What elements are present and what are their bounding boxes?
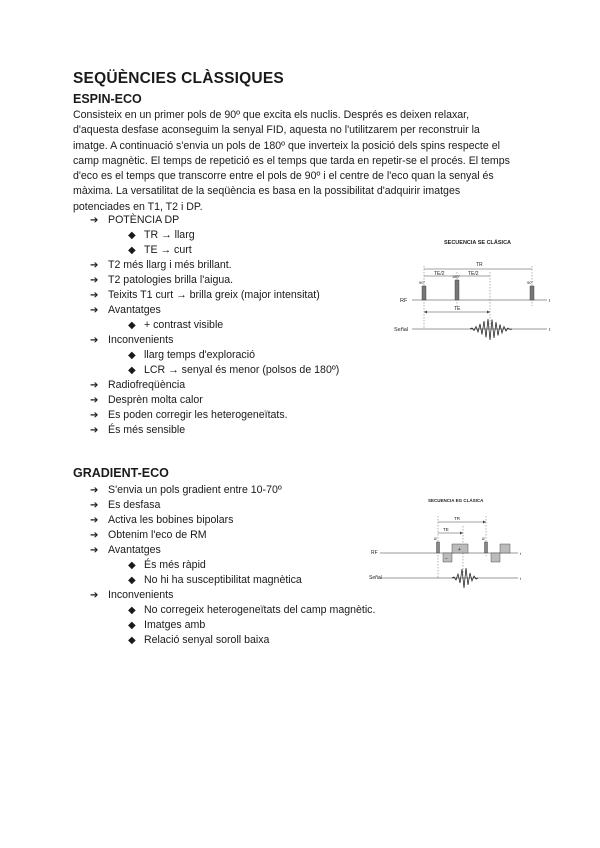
ge-tr-label: TR — [454, 516, 460, 521]
diamond-bullet-icon: ◆ — [128, 620, 136, 631]
arrow-bullet-icon: ➔ — [90, 410, 99, 421]
gradient_echo-item — [90, 633, 375, 648]
spin_echo-item — [90, 213, 339, 228]
diamond-bullet-icon: ◆ — [128, 635, 136, 646]
spin_echo-item — [90, 363, 339, 378]
arrow-bullet-icon: ➔ — [90, 290, 99, 301]
diamond-bullet-icon: ◆ — [128, 575, 136, 586]
ge-signal-label: Señal — [369, 575, 382, 581]
gradient-echo-diagram — [368, 496, 530, 596]
arrow-bullet-icon: ➔ — [90, 485, 99, 496]
arrow-bullet-icon: ➔ — [90, 530, 99, 541]
gradient_echo-item-text: Activa les bobines bipolars — [108, 514, 234, 526]
gradient_echo-item-text: No hi ha susceptibilitat magnètica — [144, 574, 302, 586]
spin_echo-item-text: Radiofreqüència — [108, 379, 186, 391]
se-echo-waveform — [470, 319, 512, 340]
spin_echo-item-text: Teixits T1 curt → brilla greix (major intensitat) — [108, 289, 320, 301]
gradient_echo-item-text: Relació senyal soroll baixa — [144, 634, 270, 646]
gradient_echo-item — [90, 558, 375, 573]
gradient_echo-item-text: Imatges amb — [144, 619, 206, 631]
ge-alpha-b-label: α — [482, 536, 485, 541]
se-signal-t-label: t — [549, 327, 551, 332]
arrow-bullet-icon: ➔ — [90, 545, 99, 556]
se-rf-label: RF — [400, 298, 408, 304]
arrow-bullet-icon: ➔ — [90, 335, 99, 346]
se-te2a-label: TE/2 — [434, 271, 445, 277]
spin_echo-item-text: TE → curt — [144, 244, 192, 256]
gradient_echo-item-text: Obtenim l'eco de RM — [108, 529, 207, 541]
ge-diagram-title: SECUENCIA EG CLÁSICA — [428, 498, 484, 503]
diamond-bullet-icon: ◆ — [128, 560, 136, 571]
spin_echo-item — [90, 303, 339, 318]
se-p180-label: 180° — [452, 274, 461, 279]
gradient_echo-item-text: Avantatges — [108, 544, 161, 556]
arrow-bullet-icon: ➔ — [90, 215, 99, 226]
spin_echo-item — [90, 258, 339, 273]
arrow-bullet-icon: ➔ — [90, 590, 99, 601]
spin-echo-list — [90, 213, 339, 438]
spin_echo-item — [90, 423, 339, 438]
spin_echo-item — [90, 228, 339, 243]
gradient_echo-item-text: Inconvenients — [108, 589, 174, 601]
arrow-bullet-icon: ➔ — [90, 425, 99, 436]
diamond-bullet-icon: ◆ — [128, 605, 136, 616]
spin_echo-item — [90, 333, 339, 348]
ge-signal-t-label: t — [520, 576, 522, 581]
gradient_echo-item-text: És més ràpid — [144, 559, 206, 571]
gradient_echo-item — [90, 588, 375, 603]
gradient_echo-item — [90, 528, 375, 543]
gradient_echo-item — [90, 543, 375, 558]
spin_echo-item-text: Avantatges — [108, 304, 161, 316]
diamond-bullet-icon: ◆ — [128, 365, 136, 376]
arrow-bullet-icon: ➔ — [90, 380, 99, 391]
page-title: SEQÜÈNCIES CLÀSSIQUES — [73, 70, 284, 87]
spin_echo-item — [90, 348, 339, 363]
spin_echo-item — [90, 273, 339, 288]
arrow-bullet-icon: ➔ — [90, 395, 99, 406]
spin_echo-item — [90, 393, 339, 408]
spin_echo-item-text: Desprèn molta calor — [108, 394, 203, 406]
spin_echo-item-text: Es poden corregir les heterogeneïtats. — [108, 409, 288, 421]
ge-rf-t-label: t — [520, 551, 522, 556]
spin_echo-item-text: T2 més llarg i més brillant. — [108, 259, 232, 271]
ge-minus-label: − — [445, 556, 448, 562]
spin-echo-diagram — [392, 236, 562, 348]
gradient-echo-heading: GRADIENT-ECO — [73, 466, 169, 480]
ge-alpha-a-label: α — [434, 536, 437, 541]
gradient_echo-item-text: No corregeix heterogeneïtats del camp magnètic. — [144, 604, 376, 616]
se-p90b-label: 90° — [527, 280, 534, 285]
ge-te-label: TE — [443, 527, 449, 532]
diamond-bullet-icon: ◆ — [128, 320, 136, 331]
spin_echo-item-text: TR → llarg — [144, 229, 195, 241]
gradient_echo-item — [90, 603, 375, 618]
spin_echo-item — [90, 243, 339, 258]
gradient_echo-item — [90, 513, 375, 528]
spin_echo-item — [90, 288, 339, 303]
se-te-label: TE — [454, 306, 461, 312]
se-tr-label: TR — [476, 262, 483, 268]
gradient_echo-item — [90, 483, 375, 498]
se-signal-label: Señal — [394, 327, 409, 333]
gradient_echo-item-text: Es desfasa — [108, 499, 161, 511]
gradient_echo-item — [90, 498, 375, 513]
gradient-echo-list — [90, 483, 375, 648]
spin_echo-item-text: LCR → senyal és menor (polsos de 180º) — [144, 364, 340, 376]
spin_echo-item — [90, 318, 339, 333]
ge-plus-label: + — [458, 547, 461, 553]
se-p90a-label: 90° — [419, 280, 426, 285]
spin_echo-item-text: + contrast visible — [144, 319, 224, 331]
spin_echo-item-text: POTÈNCIA DP — [108, 214, 180, 226]
arrow-bullet-icon: ➔ — [90, 500, 99, 511]
se-diagram-title: SECUENCIA SE CLÁSICA — [444, 240, 512, 246]
spin_echo-item — [90, 378, 339, 393]
diamond-bullet-icon: ◆ — [128, 230, 136, 241]
spin_echo-item-text: llarg temps d'exploració — [144, 349, 255, 361]
se-rf-t-label: t — [549, 298, 551, 303]
arrow-bullet-icon: ➔ — [90, 275, 99, 286]
se-te2b-label: TE/2 — [468, 271, 479, 277]
spin_echo-item — [90, 408, 339, 423]
spin_echo-item-text: T2 patologies brilla l'aigua. — [108, 274, 234, 286]
gradient_echo-item — [90, 573, 375, 588]
spin-echo-paragraph: Consisteix en un primer pols de 90º que excita els nuclis. Després es deixen relaxar, d'aquesta desfase aconseguim la senyal FID, aquesta no l'utilitzarem per reconstruir la imatge. A continuació s'envia un pols de 180º que inverteix la posició dels spins respecte el camp magnètic. El temps de repetició es el temps que tarda en repetir-se el procés. El temps d'eco es el temps que transcorre entre el pols de 90º i el centre de l'eco quan la senyal és màxima. La versatilitat de la seqüència es basa en la possibilitat d'adquirir imatges potenciades en T1, T2 i DP. — [73, 109, 510, 213]
spin_echo-item-text: Inconvenients — [108, 334, 174, 346]
gradient_echo-item — [90, 618, 375, 633]
arrow-bullet-icon: ➔ — [90, 305, 99, 316]
diamond-bullet-icon: ◆ — [128, 245, 136, 256]
ge-rf-label: RF — [371, 550, 378, 556]
gradient_echo-item-text: S'envia un pols gradient entre 10-70º — [108, 484, 282, 496]
arrow-bullet-icon: ➔ — [90, 260, 99, 271]
arrow-bullet-icon: ➔ — [90, 515, 99, 526]
spin_echo-item-text: És més sensible — [108, 424, 186, 436]
spin-echo-heading: ESPIN-ECO — [73, 92, 142, 106]
diamond-bullet-icon: ◆ — [128, 350, 136, 361]
